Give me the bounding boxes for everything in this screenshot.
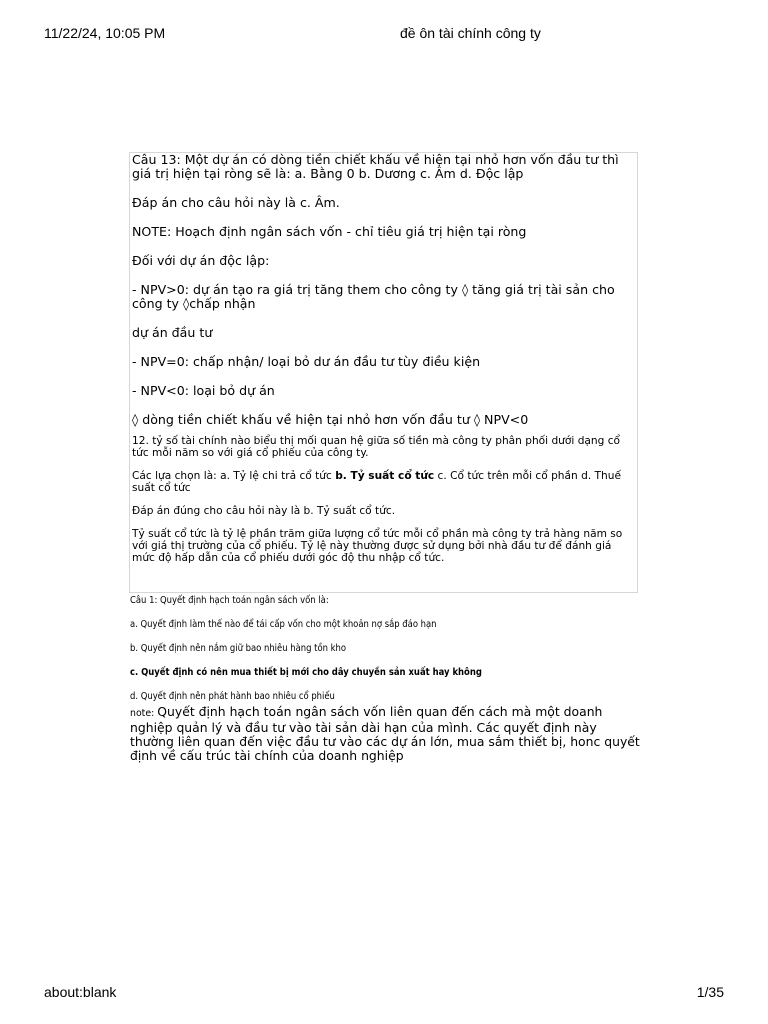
q1-section [130, 595, 640, 763]
q13-summary: ◊ dòng tiền chiết khấu về hiện tại nhỏ hơn vốn đầu tư ◊ NPV<0 [132, 412, 529, 427]
print-date-time: 11/22/24, 10:05 PM [44, 25, 166, 41]
q12-choices-suffix: c. Cổ tức trên mỗi cổ phần d. Thuế suất cổ tức [132, 470, 621, 494]
q12-explanation: Tỷ suất cổ tức là tỷ lệ phần trăm giữa lượng cổ tức mỗi cổ phần mà công ty trả hàng năm so với giá thị trường của cổ phiếu. Tỷ lệ này thường được sử dụng bởi nhà đầu tư để đánh giá mức độ hấp dẫn của cổ phiếu dưới góc độ thu nhập cổ tức. [132, 528, 623, 564]
q1-note [130, 705, 640, 763]
q12-choices-bold: b. Tỷ suất cổ tức [335, 470, 435, 482]
q1-option-a: a. Quyết định làm thế nào để tái cấp vốn cho một khoản nợ sắp đáo hạn [130, 619, 437, 630]
q1-note-text: Quyết định hạch toán ngân sách vốn liên quan đến cách mà một doanh nghiệp quản lý và đầu tư vào tài sản dài hạn của mình. Các quyết định này thường liên quan đến việc đầu tư vào các dự án lớn, mua sắm thiết bị, honc quyết định về cấu trúc tài chính của doanh nghiệp [130, 704, 640, 763]
q13-question: Câu 13: Một dự án có dòng tiền chiết khấu về hiện tại nhỏ hơn vốn đầu tư thì giá trị hiện tại ròng sẽ là: a. Bằng 0 b. Dương c. Âm d. Độc lập [132, 152, 619, 181]
q1-option-b: b. Quyết định nên nắm giữ bao nhiêu hàng tồn kho [130, 643, 347, 654]
q1-note-label: note: [130, 708, 158, 719]
question-box [129, 152, 638, 593]
q1-question: Câu 1: Quyết định hạch toán ngân sách vốn là: [130, 595, 329, 606]
q13-npv-negative: - NPV<0: loại bỏ dự án [132, 383, 275, 398]
q12-choices-prefix: Các lựa chọn là: a. Tỷ lệ chi trả cổ tức [132, 470, 336, 482]
q1-option-d: d. Quyết định nên phát hành bao nhiêu cổ phiếu [130, 691, 335, 702]
q13-independent-heading: Đối với dự án độc lập: [132, 253, 270, 268]
q1-option-c: c. Quyết định có nên mua thiết bị mới cho dây chuyền sản xuất hay không [130, 667, 482, 678]
q13-answer: Đáp án cho câu hỏi này là c. Âm. [132, 195, 340, 210]
document-title: đề ôn tài chính công ty [400, 25, 541, 41]
q13-note: NOTE: Hoạch định ngân sách vốn - chỉ tiêu giá trị hiện tại ròng [132, 224, 527, 239]
q13-npv-zero: - NPV=0: chấp nhận/ loại bỏ dư án đầu tư tùy điều kiện [132, 354, 481, 369]
print-url: about:blank [44, 984, 117, 1000]
q13-investment-project: dự án đầu tư [132, 325, 213, 340]
page-number: 1/35 [696, 984, 724, 1000]
q13-npv-positive: - NPV>0: dự án tạo ra giá trị tăng them cho công ty ◊ tăng giá trị tài sản cho công ty ◊chấp nhận [132, 282, 615, 311]
q12-answer: Đáp án đúng cho câu hỏi này là b. Tỷ suất cổ tức. [132, 505, 396, 517]
q12-question: 12. tỷ số tài chính nào biểu thị mối quan hệ giữa số tiền mà công ty phân phối dưới dạng cổ tức mỗi năm so với giá cổ phiếu của công ty. [132, 435, 621, 459]
q12-choices [132, 470, 635, 494]
